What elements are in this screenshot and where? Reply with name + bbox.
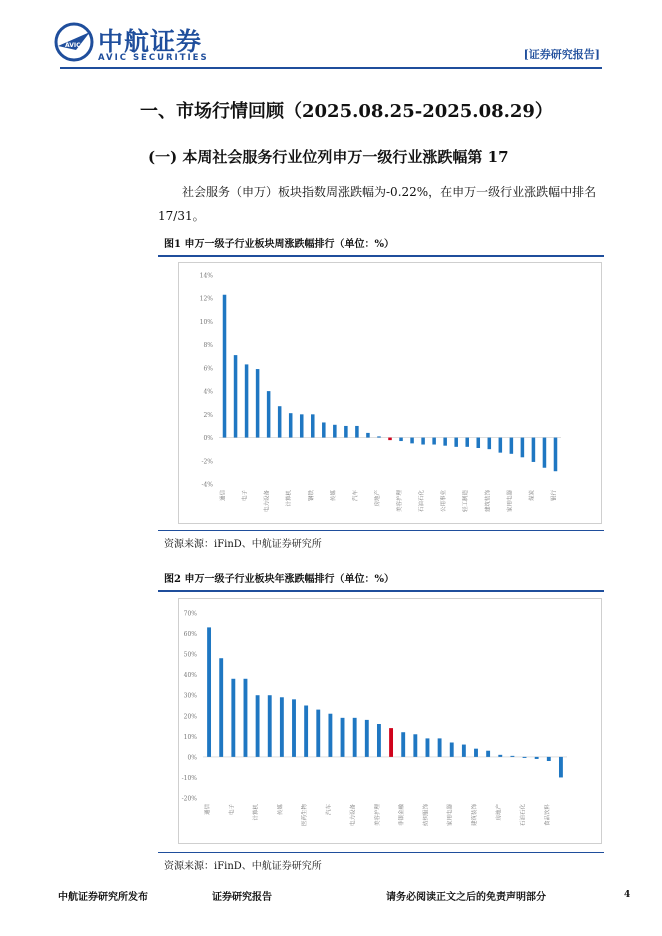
chart0-ytick-label: 12%: [199, 295, 213, 303]
chart0-category-label: 美容护理: [397, 490, 404, 513]
figure2-title: 图2 申万一级子行业板块年涨跌幅排行（单位：%）: [164, 574, 394, 585]
chart1-ytick-label: 20%: [183, 713, 197, 721]
chart1-bar: [438, 738, 442, 757]
chart0-bar: [543, 438, 547, 468]
chart0-bar: [377, 436, 381, 437]
chart0-category-label: 银行: [551, 490, 558, 502]
figure1-chart-frame: [178, 262, 602, 524]
chart0-ytick-label: 8%: [203, 342, 213, 350]
chart0-ytick-label: 0%: [203, 435, 213, 443]
chart1-category-label: 非银金融: [399, 804, 406, 827]
chart1-ytick-label: 30%: [183, 692, 197, 700]
chart1-category-label: 石油石化: [520, 804, 527, 827]
chart0-bar: [388, 438, 392, 441]
chart1-bar: [353, 718, 357, 757]
chart1-bar: [341, 718, 345, 757]
chart0-bar: [311, 414, 315, 437]
figure2-top-rule: [158, 590, 604, 592]
chart1-bar: [304, 706, 308, 757]
chart0-bar: [223, 295, 227, 438]
figure2-bottom-rule: [158, 852, 604, 853]
chart0-category-label: 电力设备: [264, 490, 271, 513]
chart1-bar: [559, 757, 563, 778]
figure2-chart-frame: [178, 598, 602, 844]
chart0-bar: [454, 438, 458, 447]
logo-badge-text: AVIC: [65, 42, 81, 49]
chart0-category-label: 建筑装饰: [485, 490, 492, 513]
chart0-bar: [476, 438, 480, 448]
chart1-bar: [426, 738, 430, 757]
chart0-category-label: 通信: [220, 490, 227, 502]
figure1-top-rule: [158, 255, 604, 257]
chart1-category-label: 医药生物: [302, 804, 309, 827]
figure2-annual-change-chart: [179, 599, 601, 843]
chart0-bar: [322, 422, 326, 437]
chart1-ytick-label: 0%: [187, 754, 197, 762]
chart0-bar: [333, 425, 337, 438]
chart0-bar: [499, 438, 503, 453]
avic-logo: [54, 22, 224, 66]
chart1-bar: [401, 732, 405, 757]
page-number: 4: [624, 890, 631, 900]
chart1-category-label: 房地产: [496, 804, 503, 821]
chart1-category-label: 食品饮料: [544, 804, 551, 827]
chart1-bar: [268, 695, 272, 757]
header-divider: [60, 67, 602, 69]
chart0-bar: [399, 438, 403, 441]
chart0-bar: [355, 426, 359, 438]
footer-disclaimer-note: 请务必阅读正文之后的免责声明部分: [386, 892, 546, 903]
chart1-bar: [547, 757, 551, 761]
chart0-category-label: 公用事业: [441, 490, 448, 513]
chart1-bar: [219, 658, 223, 757]
chart0-bar: [278, 406, 282, 437]
chart0-ytick-label: 6%: [203, 365, 213, 373]
chart0-bar: [366, 433, 370, 438]
chart0-bar: [465, 438, 469, 447]
chart1-category-label: 计算机: [253, 804, 260, 821]
chart0-bar: [432, 438, 436, 445]
section-title: 一、市场行情回顾（2025.08.25-2025.08.29）: [140, 101, 553, 122]
chart1-category-label: 汽车: [326, 804, 333, 816]
chart0-ytick-label: 4%: [203, 388, 213, 396]
chart0-bar: [554, 438, 558, 472]
chart0-bar: [532, 438, 536, 462]
chart0-category-label: 计算机: [286, 490, 293, 507]
logo-english-name: AVIC SECURITIES: [98, 53, 209, 63]
chart1-bar: [292, 699, 296, 757]
figure1-bottom-rule: [158, 530, 604, 531]
figure1-source: 资源来源：iFinD、中航证券研究所: [164, 539, 322, 550]
chart0-ytick-label: 14%: [199, 272, 213, 280]
chart1-bar: [510, 756, 514, 757]
chart1-category-label: 电子: [229, 804, 236, 816]
chart0-bar: [443, 438, 447, 446]
chart0-category-label: 轻工制造: [463, 490, 470, 513]
chart0-bar: [421, 438, 425, 445]
footer-publisher: 中航证券研究所发布: [58, 892, 148, 903]
chart1-category-label: 传媒: [277, 804, 284, 816]
chart1-bar: [389, 728, 393, 757]
chart1-bar: [535, 757, 539, 759]
chart0-category-label: 电子: [242, 490, 249, 502]
chart1-bar: [498, 755, 502, 757]
chart0-category-label: 钢铁: [308, 490, 315, 502]
chart1-category-label: 通信: [205, 804, 212, 816]
figure1-title: 图1 申万一级子行业板块周涨跌幅排行（单位：%）: [164, 239, 394, 250]
chart0-bar: [510, 438, 514, 454]
chart0-ytick-label: 2%: [203, 411, 213, 419]
chart0-bar: [245, 364, 249, 437]
chart0-bar: [344, 426, 348, 438]
chart1-bar: [244, 679, 248, 757]
chart1-ytick-label: 40%: [183, 672, 197, 680]
chart1-ytick-label: 60%: [183, 631, 197, 639]
chart1-category-label: 家用电器: [447, 804, 454, 827]
chart0-bar: [289, 413, 293, 437]
chart1-bar: [256, 695, 260, 757]
chart1-bar: [377, 724, 381, 757]
chart0-bar: [521, 438, 525, 458]
chart1-ytick-label: 70%: [183, 610, 197, 618]
chart0-ytick-label: -2%: [201, 458, 213, 466]
chart1-ytick-label: -20%: [181, 795, 197, 803]
chart1-bar: [450, 743, 454, 757]
chart1-bar: [462, 745, 466, 757]
chart0-ytick-label: 10%: [199, 318, 213, 326]
chart1-bar: [413, 734, 417, 757]
chart0-ytick-label: -4%: [201, 481, 213, 489]
chart1-bar: [316, 710, 320, 757]
chart1-category-label: 美容护理: [374, 804, 381, 827]
chart1-bar: [474, 749, 478, 757]
chart1-bar: [207, 627, 211, 757]
figure2-source: 资源来源：iFinD、中航证券研究所: [164, 861, 322, 872]
chart0-category-label: 煤炭: [529, 490, 536, 502]
chart1-category-label: 建筑装饰: [472, 804, 478, 827]
figure1-weekly-change-chart: [179, 263, 601, 523]
chart1-bar: [523, 757, 527, 758]
summary-paragraph: 社会服务（申万）板块指数周涨跌幅为-0.22%，在申万一级行业涨跌幅中排名17/31。: [158, 185, 597, 223]
chart1-bar: [486, 751, 490, 757]
logo-chinese-name: 中航证券: [98, 27, 203, 56]
chart1-bar: [365, 720, 369, 757]
chart0-category-label: 传媒: [330, 490, 337, 502]
chart0-category-label: 石油石化: [419, 490, 426, 513]
chart0-category-label: 家用电器: [507, 490, 514, 513]
chart0-category-label: 房地产: [374, 490, 381, 507]
avic-logo-icon: [54, 22, 94, 62]
chart0-bar: [300, 414, 304, 437]
chart1-ytick-label: 50%: [183, 651, 197, 659]
chart0-bar: [234, 355, 238, 437]
chart1-bar: [231, 679, 235, 757]
chart0-bar: [267, 391, 271, 437]
chart1-ytick-label: 10%: [183, 733, 197, 741]
chart1-category-label: 纺织服饰: [423, 804, 430, 827]
chart1-category-label: 电力设备: [350, 804, 357, 827]
report-type-tag: [证券研究报告]: [523, 48, 600, 61]
chart0-bar: [256, 369, 260, 438]
chart0-bar: [488, 438, 492, 450]
footer-report-type: 证券研究报告: [212, 892, 272, 903]
subsection-title: (一) 本周社会服务行业位列申万一级行业涨跌幅第 17: [148, 148, 509, 166]
chart1-bar: [328, 714, 332, 757]
chart1-ytick-label: -10%: [181, 774, 197, 782]
chart0-bar: [410, 438, 414, 444]
chart0-category-label: 汽车: [352, 490, 359, 502]
chart1-bar: [280, 697, 284, 757]
